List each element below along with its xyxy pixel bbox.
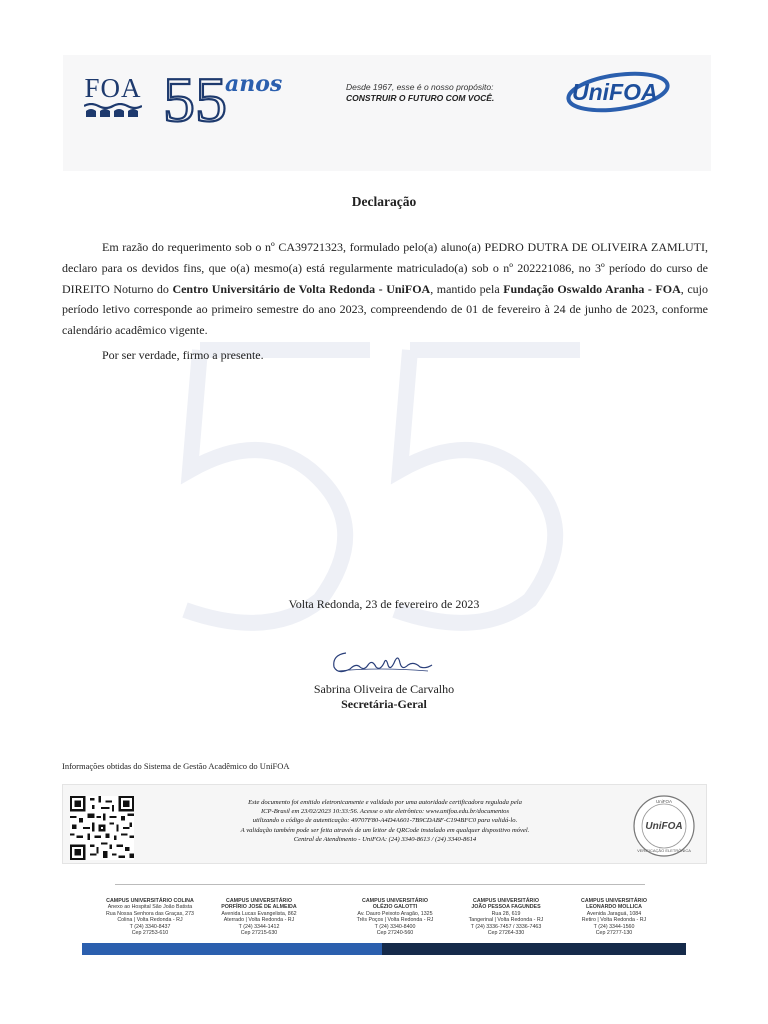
campus-olezio — [336, 898, 454, 936]
signer-role: Secretária-Geral — [341, 697, 427, 711]
campus-address: Colina | Volta Redonda - RJ — [117, 917, 183, 924]
electronic-verification-seal — [626, 794, 702, 858]
campus-cep: Cep 27215-630 — [240, 930, 278, 937]
footer-divider — [115, 884, 645, 885]
verification-line-1: Este documento foi emitido eletronicamente e validado por uma autoridade certificadora regulada pela — [248, 799, 522, 806]
campus-name: JOÃO PESSOA FAGUNDES — [471, 904, 541, 911]
campus-phone: T (24) 3344-1560 — [593, 923, 635, 930]
campus-address: Rua Nossa Senhora das Graças, 273 — [105, 910, 195, 917]
campus-address: Retiro | Volta Redonda - RJ — [581, 917, 647, 924]
campus-cep: Cep 27253-610 — [131, 930, 169, 937]
campus-name: CAMPUS UNIVERSITÁRIO — [473, 898, 539, 904]
unifoa-logo — [566, 68, 678, 116]
campus-cep: Cep 27277-130 — [595, 930, 633, 937]
seal-ring-text: VERIFICAÇÃO ELETRÔNICA — [637, 848, 691, 853]
closing-paragraph — [62, 345, 708, 366]
anniversary-anos-text: anos — [225, 71, 283, 97]
declaration-paragraph — [62, 237, 708, 341]
verification-text — [190, 798, 580, 844]
qr-code[interactable] — [70, 796, 134, 860]
campus-cep: Cep 27264-330 — [487, 930, 525, 937]
foa-waves-icon — [84, 103, 142, 117]
campus-name: OLÉZIO GALOTTI — [372, 904, 418, 911]
seal-top-text: UniFOA — [655, 799, 673, 804]
campus-address: Av. Dauro Peixoto Aragão, 1325 — [357, 910, 433, 917]
foa-logo-text: FOA — [84, 73, 142, 103]
campus-phone: T (24) 3344-1412 — [238, 923, 280, 930]
unifoa-logo-text: UniFOA — [572, 79, 658, 105]
foa-logo — [82, 72, 144, 120]
campus-leonardo-mollica — [555, 898, 673, 936]
closing-text: Por ser verdade, firmo a presente. — [102, 348, 264, 362]
institution-name: Centro Universitário de Volta Redonda - UniFOA — [172, 281, 431, 296]
campus-address: Avenida Lucas Evangelista, 862 — [221, 910, 297, 917]
declaration-text-3: , cujo período letivo corresponde ao primeiro semestre do ano 2023, compreendendo de 01 de fevereiro à 24 de junho de 2023, conforme calendário acadêmico vigente. — [62, 281, 708, 338]
campus-colina — [91, 898, 209, 936]
document-title: Declaração — [351, 194, 417, 209]
verification-line-2: ICP-Brasil em 23/02/2023 10:33:56. Acesse o site eletrônico: www.unifoa.edu.br/documentos — [260, 808, 510, 816]
campus-name: CAMPUS UNIVERSITÁRIO COLINA — [106, 898, 194, 904]
signer-name: Sabrina Oliveira de Carvalho — [313, 682, 455, 696]
campus-name: CAMPUS UNIVERSITÁRIO — [581, 898, 647, 904]
campus-address: Tangerinal | Volta Redonda - RJ — [468, 917, 544, 924]
declaration-text-1: Em razão do requerimento sob o nº CA39721323, formulado pelo(a) aluno(a) PEDRO DUTRA DE OLIVEIRA ZAMLUTI, declaro para os devidos fins, que o(a) mesmo(a) está regularmente matriculado(a) sob o nº 202221086, no 3º período do curso de DIREITO Noturno do — [62, 240, 708, 296]
campus-cep: Cep 27240-560 — [376, 930, 414, 937]
campus-phone: T (24) 3336-7457 / 3336-7463 — [470, 923, 542, 930]
anniversary-number: 55 — [163, 65, 227, 125]
footer-bar-blue — [82, 943, 382, 955]
declaration-text-2: , mantido pela — [430, 281, 504, 296]
campus-address: Anexo ao Hospital São João Batista — [107, 904, 193, 911]
place-date: Volta Redonda, 23 de fevereiro de 2023 — [288, 597, 480, 611]
motto-line-1: Desde 1967, esse é o nosso propósito: — [346, 82, 494, 92]
verification-line-5: Central de Atendimento - UniFOA: (24) 3340-8613 / (24) 3340-8614 — [293, 835, 477, 843]
campus-name: CAMPUS UNIVERSITÁRIO — [226, 898, 292, 904]
campus-address: Três Poços | Volta Redonda - RJ — [356, 917, 434, 924]
campus-porfirio — [200, 898, 318, 936]
campus-phone: T (24) 3340-8437 — [129, 923, 171, 930]
campus-joao-pessoa — [447, 898, 565, 936]
seal-center-text: UniFOA — [645, 821, 683, 832]
verification-line-3: utilizando o código de autenticação: 49707F80-A4D4A601-7B9CDABF-C194BFC0 para validá-lo. — [252, 817, 518, 825]
footer-bar-dark — [382, 943, 686, 955]
campus-address: Rua 28, 619 — [491, 910, 521, 917]
campus-name: PORFÍRIO JOSÉ DE ALMEIDA — [221, 904, 297, 911]
source-note: Informações obtidas do Sistema de Gestão Acadêmico do UniFOA — [62, 761, 290, 771]
signature-image — [328, 645, 438, 677]
campus-address: Avenida Jaraguá, 1084 — [586, 910, 642, 917]
anniversary-logo — [163, 65, 313, 125]
campus-name: CAMPUS UNIVERSITÁRIO — [362, 898, 428, 904]
campus-phone: T (24) 3340-8400 — [374, 923, 416, 930]
campus-name: LEONARDO MOLLICA — [586, 904, 642, 911]
motto-line-2: CONSTRUIR O FUTURO COM VOCÊ. — [346, 93, 495, 103]
campus-address: Aterrado | Volta Redonda - RJ — [223, 917, 295, 924]
foundation-name: Fundação Oswaldo Aranha - FOA — [503, 281, 681, 296]
verification-line-4: A validação também pode ser feita através de um leitor de QRCode instalado em qualquer dispositivo móvel. — [240, 826, 530, 834]
